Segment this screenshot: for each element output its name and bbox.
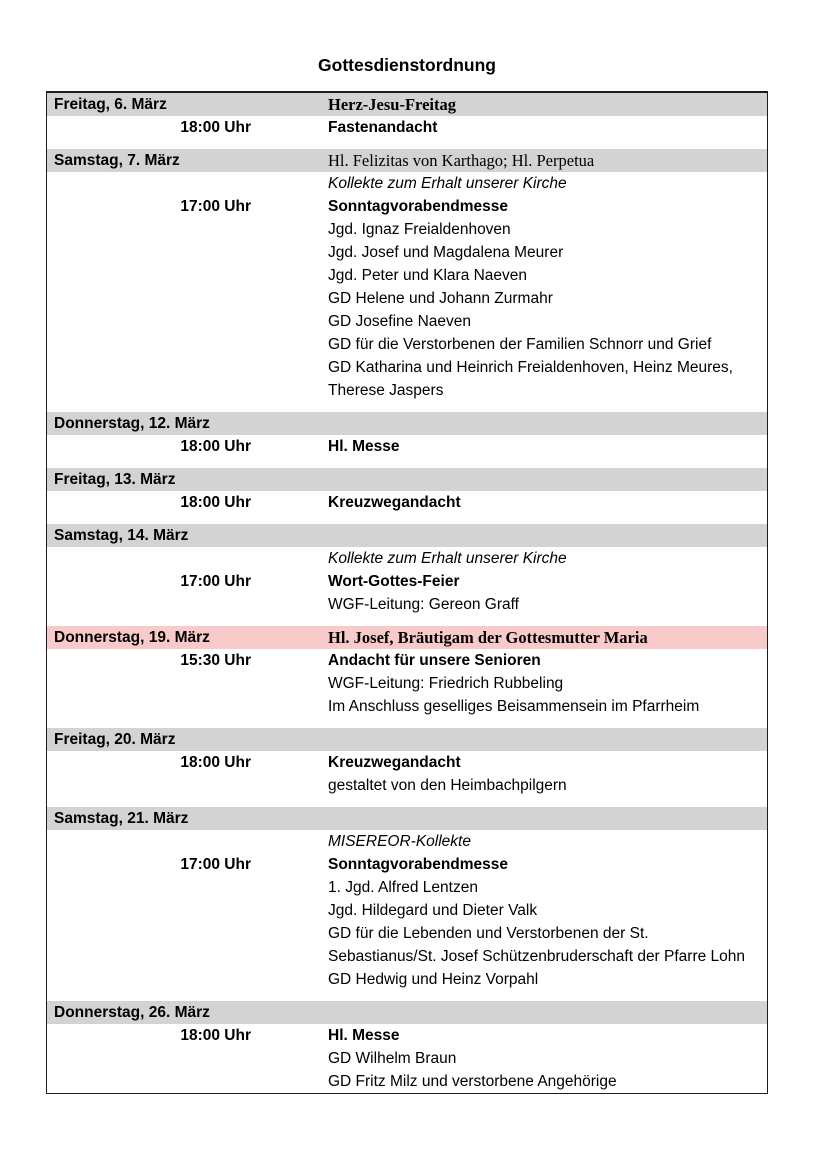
schedule-row xyxy=(47,379,767,402)
schedule-section xyxy=(47,626,767,718)
schedule-row xyxy=(47,547,767,570)
section-date-band xyxy=(47,412,767,435)
schedule-row xyxy=(47,241,767,264)
schedule-section xyxy=(47,468,767,514)
schedule-row xyxy=(47,968,767,991)
section-date-band xyxy=(47,524,767,547)
time-label: 18:00 Uhr xyxy=(180,119,251,136)
entry-text: GD für die Verstorbenen der Familien Schnorr und Grief xyxy=(328,336,712,353)
feast-label: Hl. Felizitas von Karthago; Hl. Perpetua xyxy=(328,150,595,170)
schedule-row xyxy=(47,853,767,876)
schedule-section xyxy=(47,93,767,139)
entry-text: WGF-Leitung: Gereon Graff xyxy=(328,596,519,613)
schedule-row xyxy=(47,774,767,797)
time-label: 18:00 Uhr xyxy=(180,1027,251,1044)
section-date: Samstag, 7. März xyxy=(54,152,180,169)
entry-text: Sonntagvorabendmesse xyxy=(328,856,509,873)
entry-text: MISEREOR-Kollekte xyxy=(328,833,471,850)
schedule-row xyxy=(47,356,767,379)
entry-text: Fastenandacht xyxy=(328,119,438,136)
entry-text: GD Hedwig und Heinz Vorpahl xyxy=(328,971,539,988)
schedule-table xyxy=(46,91,768,1094)
section-date-band xyxy=(47,1001,767,1024)
entry-text: GD für die Lebenden und Verstorbenen der St. xyxy=(328,925,649,942)
schedule-row xyxy=(47,1070,767,1093)
section-date-band xyxy=(47,728,767,751)
section-date: Freitag, 13. März xyxy=(54,471,176,488)
entry-text: GD Fritz Milz und verstorbene Angehörige xyxy=(328,1073,617,1090)
entry-text: GD Katharina und Heinrich Freialdenhoven, Heinz Meures, xyxy=(328,359,733,376)
entry-text: Kreuzwegandacht xyxy=(328,754,461,771)
time-label: 17:00 Uhr xyxy=(180,198,251,215)
section-date: Donnerstag, 19. März xyxy=(54,629,210,646)
entry-text: GD Josefine Naeven xyxy=(328,313,472,330)
feast-label: Herz-Jesu-Freitag xyxy=(328,94,456,114)
schedule-row xyxy=(47,899,767,922)
entry-text: Kollekte zum Erhalt unserer Kirche xyxy=(328,175,567,192)
schedule-row xyxy=(47,491,767,514)
schedule-row xyxy=(47,195,767,218)
section-date-band-highlighted xyxy=(47,626,767,649)
schedule-row xyxy=(47,1047,767,1070)
section-date: Samstag, 21. März xyxy=(54,810,189,827)
schedule-row xyxy=(47,264,767,287)
time-label: 18:00 Uhr xyxy=(180,438,251,455)
entry-text: Kreuzwegandacht xyxy=(328,494,461,511)
time-label: 15:30 Uhr xyxy=(180,652,251,669)
time-label: 18:00 Uhr xyxy=(180,754,251,771)
section-date-band xyxy=(47,149,767,172)
entry-text: GD Helene und Johann Zurmahr xyxy=(328,290,553,307)
entry-text: Therese Jaspers xyxy=(328,382,444,399)
schedule-section xyxy=(47,1001,767,1093)
schedule-row xyxy=(47,1024,767,1047)
schedule-row xyxy=(47,593,767,616)
schedule-section xyxy=(47,524,767,616)
schedule-row xyxy=(47,435,767,458)
feast-label: Hl. Josef, Bräutigam der Gottesmutter Maria xyxy=(328,627,648,647)
schedule-row xyxy=(47,922,767,945)
entry-text: Jgd. Josef und Magdalena Meurer xyxy=(328,244,564,261)
schedule-row xyxy=(47,172,767,195)
entry-text: WGF-Leitung: Friedrich Rubbeling xyxy=(328,675,564,692)
section-date: Donnerstag, 26. März xyxy=(54,1004,210,1021)
section-date-band xyxy=(47,93,767,116)
entry-text: Im Anschluss geselliges Beisammensein im Pfarrheim xyxy=(328,698,700,715)
section-date-band xyxy=(47,807,767,830)
entry-text: GD Wilhelm Braun xyxy=(328,1050,457,1067)
schedule-row xyxy=(47,333,767,356)
schedule-row xyxy=(47,672,767,695)
schedule-row xyxy=(47,695,767,718)
entry-text: Hl. Messe xyxy=(328,1027,400,1044)
schedule-row xyxy=(47,830,767,853)
section-date: Donnerstag, 12. März xyxy=(54,415,210,432)
entry-text: Sebastianus/St. Josef Schützenbruderschaft der Pfarre Lohn xyxy=(328,948,746,965)
entry-text: 1. Jgd. Alfred Lentzen xyxy=(328,879,478,896)
section-date: Freitag, 6. März xyxy=(54,96,167,113)
section-date-band xyxy=(47,468,767,491)
time-label: 18:00 Uhr xyxy=(180,494,251,511)
page-title: Gottesdienstordnung xyxy=(318,55,496,75)
entry-text: Andacht für unsere Senioren xyxy=(328,652,541,669)
entry-text: Hl. Messe xyxy=(328,438,400,455)
schedule-section xyxy=(47,412,767,458)
schedule-row xyxy=(47,287,767,310)
entry-text: Jgd. Peter und Klara Naeven xyxy=(328,267,528,284)
schedule-row xyxy=(47,116,767,139)
schedule-row xyxy=(47,310,767,333)
entry-text: Kollekte zum Erhalt unserer Kirche xyxy=(328,550,567,567)
schedule-section xyxy=(47,807,767,991)
section-date: Freitag, 20. März xyxy=(54,731,176,748)
entry-text: Jgd. Ignaz Freialdenhoven xyxy=(328,221,511,238)
schedule-row xyxy=(47,945,767,968)
entry-text: Jgd. Hildegard und Dieter Valk xyxy=(328,902,538,919)
time-label: 17:00 Uhr xyxy=(180,573,251,590)
section-date: Samstag, 14. März xyxy=(54,527,189,544)
time-label: 17:00 Uhr xyxy=(180,856,251,873)
schedule-row xyxy=(47,751,767,774)
entry-text: Sonntagvorabendmesse xyxy=(328,198,509,215)
schedule-section xyxy=(47,149,767,402)
schedule-row xyxy=(47,876,767,899)
schedule-row xyxy=(47,570,767,593)
schedule-row xyxy=(47,649,767,672)
entry-text: Wort-Gottes-Feier xyxy=(328,573,460,590)
schedule-section xyxy=(47,728,767,797)
entry-text: gestaltet von den Heimbachpilgern xyxy=(328,777,567,794)
schedule-row xyxy=(47,218,767,241)
